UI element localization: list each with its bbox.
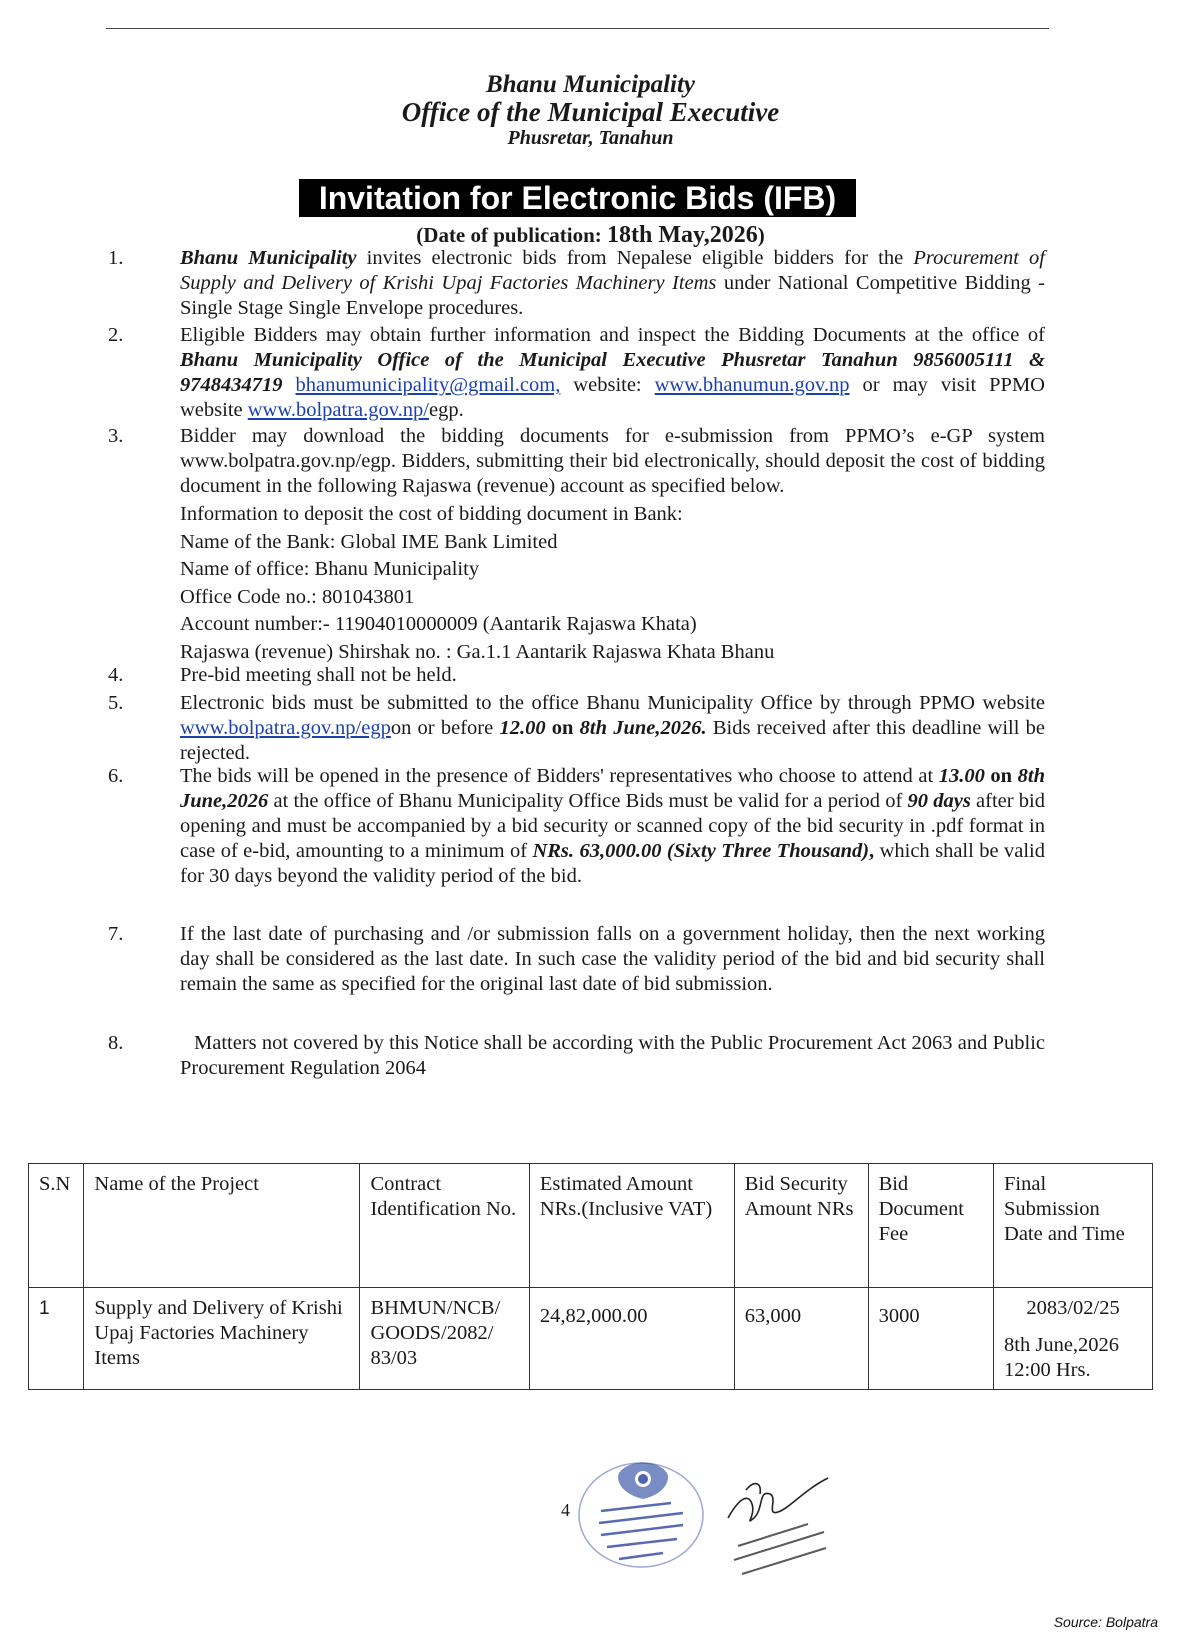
- clause-number: 1.: [108, 247, 124, 269]
- text-span: Bids received after this deadline will be rejected.: [180, 717, 1046, 764]
- clause-text: Pre-bid meeting shall not be held.: [180, 664, 457, 686]
- cell-sn: 1: [29, 1288, 84, 1390]
- text-span: 8th June,2026: [180, 765, 1045, 812]
- cell-security: 63,000: [734, 1288, 868, 1390]
- bank-info-line: Rajaswa (revenue) Shirshak no. : Ga.1.1 Aantarik Rajaswa Khata Bhanu: [180, 640, 775, 663]
- text-span: 13.00: [938, 765, 985, 787]
- text-span: Bhanu Municipality Office of the Municipal Executive Phusretar Tanahun 9856005111 & 9748434719: [180, 349, 1045, 396]
- text-span: on or before: [390, 717, 500, 739]
- bank-info-line: Name of office: Bhanu Municipality: [180, 558, 480, 580]
- clause-text: [180, 246, 1045, 321]
- clause-number: 2.: [108, 324, 124, 346]
- header-estimated-amount: Estimated Amount NRs.(Inclusive VAT): [529, 1164, 734, 1288]
- publication-date-value: 18th May,2026: [607, 222, 758, 248]
- page-number: 4: [561, 1500, 570, 1520]
- text-span: Eligible Bidders may obtain further information and inspect the Bidding Documents at the office of: [180, 324, 1045, 346]
- clause-7: [108, 922, 1045, 997]
- text-span: Bhanu Municipality: [180, 247, 357, 269]
- text-span: Procurement of Supply and Delivery of Krishi Upaj Factories Machinery Items: [180, 247, 1045, 294]
- municipality-name: Bhanu Municipality: [485, 71, 696, 98]
- header-document-fee: Bid Document Fee: [868, 1164, 993, 1288]
- cell-submission: [994, 1288, 1153, 1390]
- text-span: ,: [869, 840, 875, 862]
- text-span: 90 days: [907, 790, 971, 812]
- bank-info-line: Account number:- 11904010000009 (Aantarik Rajaswa Khata): [180, 613, 697, 635]
- bolpatra-link[interactable]: www.bolpatra.gov.np/egp: [180, 717, 391, 739]
- text-span: after bid opening and must be accompanied by a bid security or scanned copy of the bid security in .pdf format in case of e-bid, amounting to a minimum of: [180, 790, 1045, 862]
- office-name: Office of the Municipal Executive: [401, 97, 780, 127]
- text-span: under National Competitive Bidding -Single Stage Single Envelope procedures.: [180, 272, 1045, 319]
- publication-date: [0, 222, 1181, 249]
- clause-number: 6.: [108, 765, 124, 787]
- clause-2: [108, 323, 1045, 423]
- text-span: egp.: [429, 399, 464, 421]
- clause-1: [108, 246, 1045, 321]
- letterhead: [0, 72, 1181, 150]
- cell-contract-id: BHMUN/NCB/ GOODS/2082/ 83/03: [360, 1288, 529, 1390]
- bank-info-line: Information to deposit the cost of bidding document in Bank:: [180, 503, 683, 525]
- text-span: The bids will be opened in the presence of Bidders' representatives who choose to attend at: [180, 765, 939, 787]
- text-span: invites electronic bids from Nepalese eligible bidders for the: [356, 247, 914, 269]
- clause-text: If the last date of purchasing and /or submission falls on a government holiday, then the next working day shall be considered as the last date. In such case the validity period of the bid and bid security shall remain the same as specified for the original last date of bid submission.: [180, 923, 1045, 995]
- clause-text: Matters not covered by this Notice shall be according with the Public Procurement Act 2063 and Public Procurement Regulation 2064: [180, 1032, 1045, 1079]
- bank-info-line: Name of the Bank: Global IME Bank Limited: [180, 530, 558, 553]
- clause-number: 3.: [108, 425, 124, 447]
- signature-icon: [708, 1460, 868, 1585]
- notice-title: Invitation for Electronic Bids (IFB): [299, 179, 856, 217]
- text-span: at the office of Bhanu Municipality Office Bids must be valid for a period of: [268, 790, 908, 812]
- clause-number: 5.: [108, 692, 124, 714]
- text-span: NRs. 63,000.00 (Sixty Three Thousand): [532, 840, 870, 862]
- clause-number: 7.: [108, 923, 124, 945]
- website-link[interactable]: www.bhanumun.gov.np: [654, 374, 850, 396]
- header-submission-date: Final Submission Date and Time: [994, 1164, 1153, 1288]
- text-span: 12.00: [499, 717, 546, 739]
- publication-label: (Date of publication:: [416, 223, 602, 247]
- date-nepali: 2083/02/25: [1026, 1297, 1120, 1319]
- publication-close: ): [757, 223, 765, 247]
- project-table: [28, 1163, 1153, 1390]
- bank-info: [180, 501, 1045, 666]
- header-project-name: Name of the Project: [84, 1164, 360, 1288]
- cell-project-name: Supply and Delivery of Krishi Upaj Factories Machinery Items: [84, 1288, 360, 1390]
- text-span: or may visit PPMO website: [180, 374, 1045, 421]
- date-english: 8th June,2026: [1004, 1334, 1120, 1356]
- clause-5: [108, 691, 1045, 766]
- text-span: Electronic bids must be submitted to the office Bhanu Municipality Office by through PPMO website: [180, 692, 1045, 714]
- header-bid-security: Bid Security Amount NRs: [734, 1164, 868, 1288]
- clause-text: [180, 323, 1045, 423]
- text-span: which shall be valid for 30 days beyond the validity period of the bid.: [180, 840, 1045, 887]
- municipal-seal-icon: [571, 1455, 711, 1573]
- clause-text: [180, 424, 1045, 666]
- clause-text: [180, 691, 1045, 766]
- clause-6: [108, 764, 1045, 889]
- clause-4: [108, 663, 1045, 688]
- text-span: 8th June,2026.: [579, 717, 707, 739]
- text-span: [283, 374, 296, 396]
- clause-number: 4.: [108, 664, 124, 686]
- clause-number: 8.: [108, 1032, 124, 1054]
- table-row: [29, 1288, 1153, 1390]
- submission-time: 12:00 Hrs.: [1004, 1359, 1091, 1381]
- top-rule: [106, 28, 1049, 29]
- text-span: on: [984, 765, 1018, 787]
- text-span: Bidder may download the bidding documents for e-submission from PPMO’s e-GP system www.bolpatra.gov.np/egp. Bidders, submitting their bid electronically, should deposit the cost of bidding document in the following Rajaswa (revenue) account as specified below.: [180, 425, 1045, 497]
- bank-info-line: Office Code no.: 801043801: [180, 585, 415, 608]
- email-link[interactable]: bhanumunicipality@gmail.com,: [295, 374, 561, 396]
- cell-fee: 3000: [868, 1288, 993, 1390]
- source-credit: Source: Bolpatra: [1053, 1614, 1158, 1630]
- ppmo-link[interactable]: www.bolpatra.gov.np/: [247, 399, 429, 421]
- clause-8: [108, 1031, 1045, 1081]
- text-span: website:: [560, 374, 655, 396]
- clause-3: [108, 424, 1045, 666]
- office-location: Phusretar, Tanahun: [507, 127, 674, 149]
- header-sn: S.N: [29, 1164, 84, 1288]
- header-contract-id: Contract Identification No.: [360, 1164, 529, 1288]
- cell-amount: 24,82,000.00: [529, 1288, 734, 1390]
- table-header-row: [29, 1164, 1153, 1288]
- clause-text: [180, 764, 1045, 889]
- text-span: on: [545, 717, 580, 739]
